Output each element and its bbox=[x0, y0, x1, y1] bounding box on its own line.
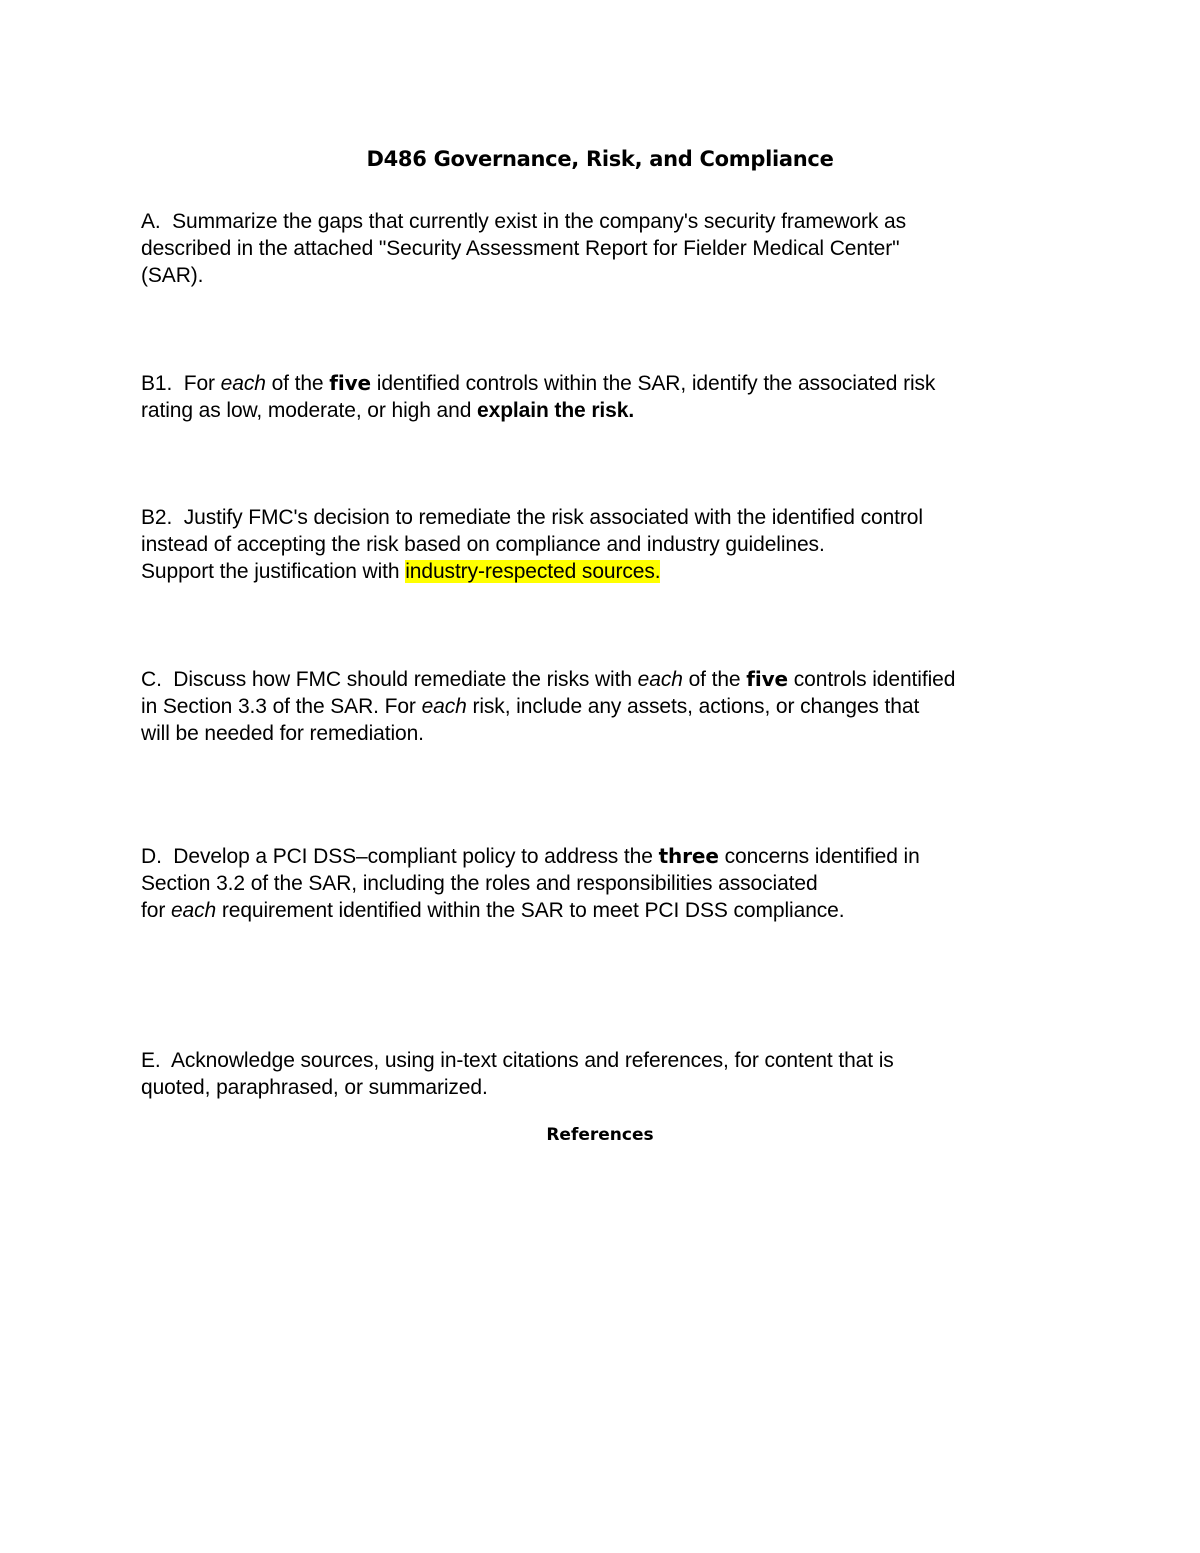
emphasis-each: each bbox=[170, 899, 217, 922]
section-d-line-3: for each requirement identified within the SAR to meet PCI DSS compliance. bbox=[141, 899, 845, 922]
section-b2-line-2: instead of accepting the risk based on compliance and industry guidelines. bbox=[141, 533, 825, 556]
section-d-line-2: Section 3.2 of the SAR, including the roles and responsibilities associated bbox=[141, 872, 818, 895]
emphasis-each: each bbox=[637, 668, 683, 691]
section-b1-line-2: rating as low, moderate, or high and explain the risk. bbox=[141, 399, 635, 422]
section-b2-line-1: B2. Justify FMC's decision to remediate the risk associated with the identified control bbox=[141, 506, 923, 529]
section-c bbox=[141, 666, 1081, 747]
emphasis-five: five bbox=[329, 371, 372, 395]
section-d bbox=[141, 843, 1081, 924]
section-d-label: D. bbox=[141, 845, 162, 868]
section-e-line-2: quoted, paraphrased, or summarized. bbox=[141, 1076, 488, 1099]
section-b2-label: B2. bbox=[141, 506, 173, 529]
emphasis-each: each bbox=[421, 695, 467, 718]
highlighted-text: industry-respected sources. bbox=[405, 560, 661, 583]
section-b2-line-3: Support the justification with industry-respected sources. bbox=[141, 560, 661, 583]
section-a-line-3: (SAR). bbox=[141, 264, 204, 287]
references-heading: References bbox=[546, 1125, 654, 1145]
section-e-line-1: E. Acknowledge sources, using in-text citations and references, for content that is bbox=[141, 1049, 894, 1072]
page-title: D486 Governance, Risk, and Compliance bbox=[366, 147, 834, 171]
emphasis-explain-risk: explain the risk. bbox=[477, 399, 635, 422]
emphasis-each: each bbox=[220, 372, 266, 395]
emphasis-five: five bbox=[746, 667, 789, 691]
section-a-line-2: described in the attached "Security Assessment Report for Fielder Medical Center" bbox=[141, 237, 900, 260]
section-b1-line-1: B1. For each of the five identified controls within the SAR, identify the associated risk bbox=[141, 371, 936, 395]
section-c-label: C. bbox=[141, 668, 162, 691]
section-b1-label: B1. bbox=[141, 372, 173, 395]
section-c-line-1: C. Discuss how FMC should remediate the risks with each of the five controls identified bbox=[141, 667, 956, 691]
section-b1 bbox=[141, 370, 1081, 424]
section-c-line-2: in Section 3.3 of the SAR. For each risk, include any assets, actions, or changes that bbox=[141, 695, 920, 718]
section-b2 bbox=[141, 504, 1081, 585]
emphasis-three: three bbox=[658, 844, 719, 868]
section-d-line-1: D. Develop a PCI DSS–compliant policy to address the three concerns identified in bbox=[141, 844, 920, 868]
section-a bbox=[141, 208, 1081, 289]
section-c-line-3: will be needed for remediation. bbox=[141, 722, 424, 745]
section-a-line-1: A. Summarize the gaps that currently exist in the company's security framework as bbox=[141, 210, 906, 233]
section-a-label: A. bbox=[141, 210, 161, 233]
section-e bbox=[141, 1047, 1081, 1101]
section-e-label: E. bbox=[141, 1049, 161, 1072]
